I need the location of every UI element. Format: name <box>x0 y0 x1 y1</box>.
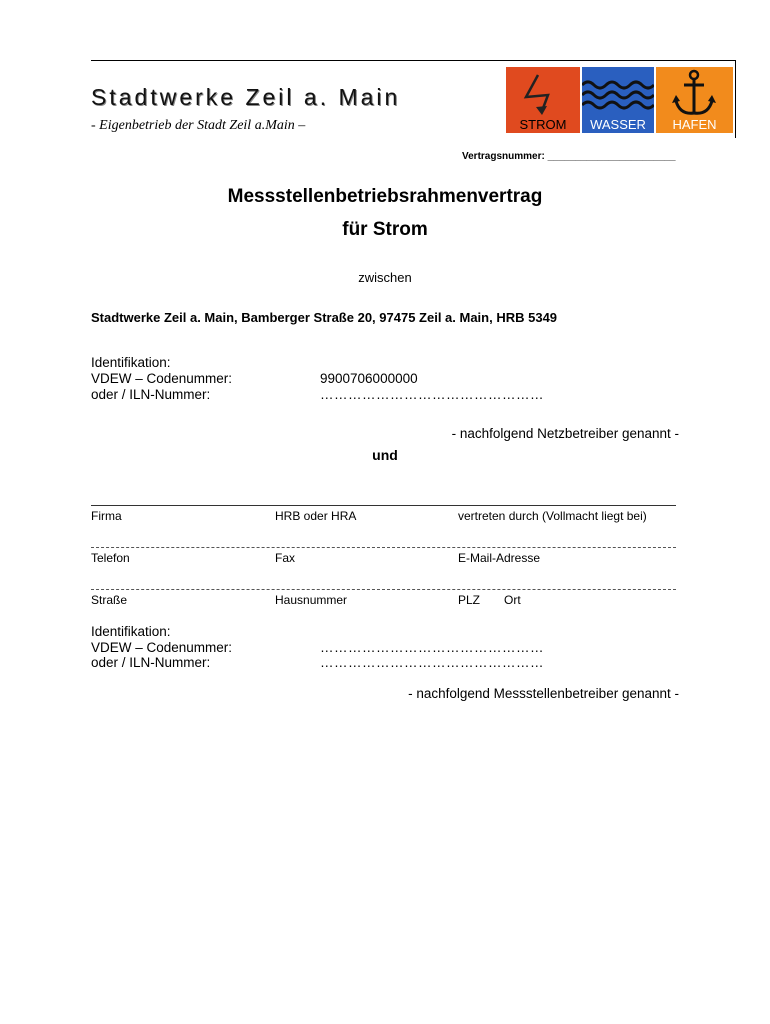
company-name: Stadtwerke Zeil a. Main <box>91 84 401 110</box>
plz-label: PLZ <box>458 593 481 607</box>
party1-vdew-value: 9900706000000 <box>320 371 418 386</box>
logo-strom-tile <box>506 67 580 133</box>
header-right-rule <box>735 60 736 138</box>
party2-iln-value[interactable]: ………………………………………… <box>320 655 544 670</box>
party2-role: - nachfolgend Messstellenbetreiber genannt - <box>408 686 679 701</box>
email-label: E-Mail-Adresse <box>458 551 541 565</box>
telefon-label: Telefon <box>91 551 130 565</box>
between-label: zwischen <box>358 270 412 285</box>
strasse-label: Straße <box>91 593 128 607</box>
firma-label: Firma <box>91 509 122 523</box>
ort-label: Ort <box>504 593 521 607</box>
contract-number-field[interactable]: Vertragsnummer: _______________________ <box>462 151 676 162</box>
party1-iln-value[interactable]: ………………………………………… <box>320 387 544 402</box>
utility-logo <box>506 67 733 133</box>
represented-by-label: vertreten durch (Vollmacht liegt bei) <box>458 509 647 523</box>
party2-vdew-value[interactable]: ………………………………………… <box>320 640 544 655</box>
document-subtitle: für Strom <box>342 219 428 240</box>
and-label: und <box>372 447 398 463</box>
logo-hafen-tile <box>656 67 733 133</box>
party2-id-label: Identifikation: <box>91 624 171 639</box>
logo-wasser-tile <box>582 67 654 133</box>
party1-role: - nachfolgend Netzbetreiber genannt - <box>451 426 679 441</box>
party1-id-label: Identifikation: <box>91 355 171 370</box>
header-top-rule <box>91 60 736 61</box>
party2-iln-label: oder / ILN-Nummer: <box>91 655 211 670</box>
fax-label: Fax <box>275 551 296 565</box>
company-subtitle: - Eigenbetrieb der Stadt Zeil a.Main – <box>91 118 306 133</box>
document-title: Messstellenbetriebsrahmenvertrag <box>227 186 543 207</box>
logo-strom-label: STROM <box>519 117 567 132</box>
network-operator-name: Stadtwerke Zeil a. Main, Bamberger Straße 20, 97475 Zeil a. Main, HRB 5349 <box>91 310 558 325</box>
hausnummer-label: Hausnummer <box>275 593 348 607</box>
party1-vdew-label: VDEW – Codenummer: <box>91 371 233 386</box>
party2-row1-line[interactable] <box>91 505 676 506</box>
logo-hafen-label: HAFEN <box>672 117 717 132</box>
party1-iln-label: oder / ILN-Nummer: <box>91 387 211 402</box>
party2-vdew-label: VDEW – Codenummer: <box>91 640 233 655</box>
party2-row2-line[interactable] <box>91 547 676 548</box>
party2-row3-line[interactable] <box>91 589 676 590</box>
logo-wasser-label: WASSER <box>590 117 646 132</box>
hrb-label: HRB oder HRA <box>275 509 357 523</box>
